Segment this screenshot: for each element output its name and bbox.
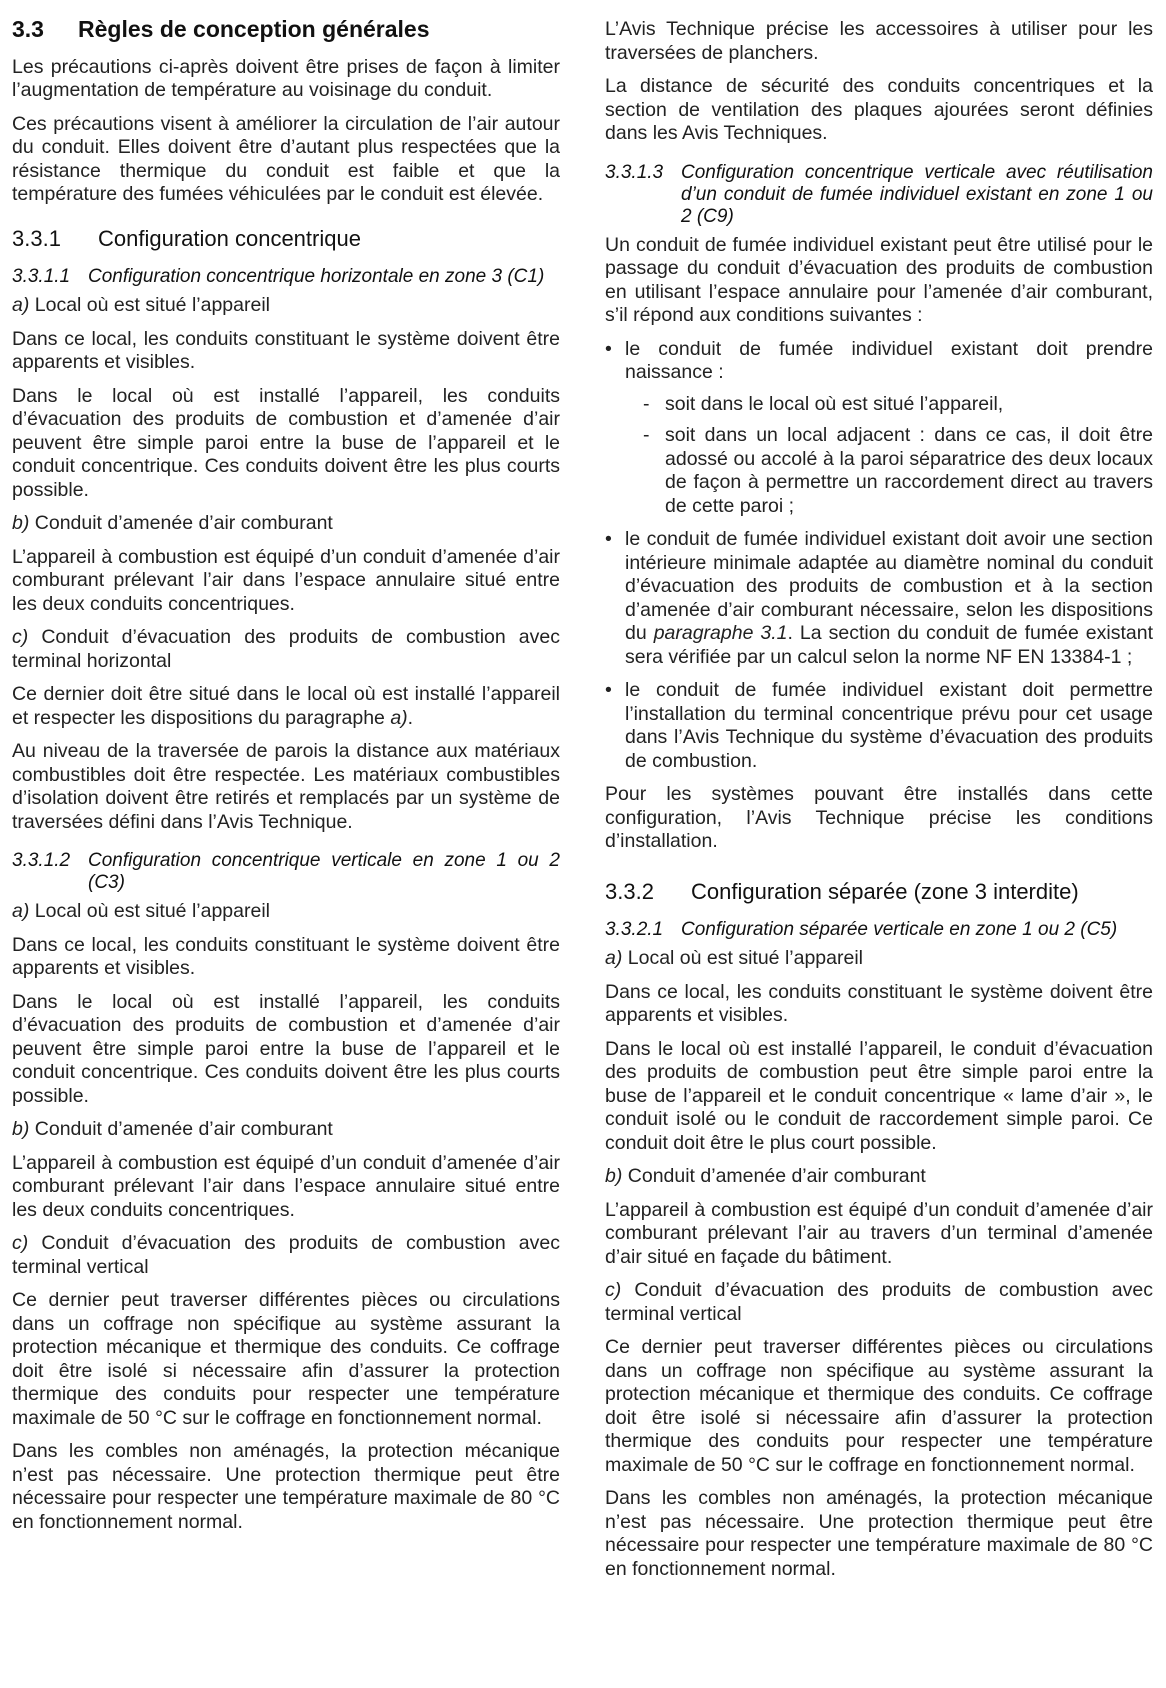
paragraph: Les précautions ci-après doivent être prises de façon à limiter l’augmentation de température au voisinage du conduit. xyxy=(12,55,560,101)
section-heading-3-3-2: 3.3.2 Configuration séparée (zone 3 interdite) xyxy=(605,878,1079,904)
paragraph: Dans le local où est installé l’appareil, le conduit d’évacuation des produits de combustion peut être simple paroi entre la buse de l’appareil et le conduit concentrique « lame d’air », le conduit isolé ou le conduit de raccordement simple paroi. Ce conduit doit être le plus court possible. xyxy=(605,1037,1153,1154)
item-heading-b: b) Conduit d’amenée d’air comburant xyxy=(12,1118,333,1140)
paragraph: La distance de sécurité des conduits concentriques et la section de ventilation des plaques ajourées seront définies dans les Avis Techniques. xyxy=(605,75,1153,144)
item-heading-c: c) Conduit d’évacuation des produits de combustion avec terminal vertical xyxy=(605,1279,1153,1325)
paragraph: Un conduit de fumée individuel existant peut être utilisé pour le passage du conduit d’évacuation des produits de combustion en utilisant l’espace annulaire pour l’amenée d’air comburant, s’il répond aux conditions suivantes : xyxy=(605,233,1153,326)
right-column xyxy=(605,18,1153,1591)
section-heading-3-3: 3.3 Règles de conception générales xyxy=(12,16,430,42)
paragraph: Ce dernier peut traverser différentes pièces ou circulations dans un coffrage non spécifique au système assurant la protection mécanique et thermique des conduits. Ce coffrage doit être isolé si nécessaire afin d’assurer la protection thermique des conduits pour respecter une température maximale de 50 °C sur le coffrage en fonctionnement normal. xyxy=(12,1289,560,1429)
conditions-list xyxy=(605,338,1153,774)
paragraph: L’Avis Technique précise les accessoires à utiliser pour les traversées de planchers. xyxy=(605,18,1153,64)
subsection-heading-3-3-1-2: 3.3.1.2 Configuration concentrique verticale en zone 1 ou 2 (C3) xyxy=(12,850,560,893)
paragraph: Dans le local où est installé l’appareil, les conduits d’évacuation des produits de combustion et d’amenée d’air peuvent être simple paroi entre la buse de l’appareil et le conduit concentrique. Ces conduits doivent être les plus courts possible. xyxy=(12,384,560,501)
left-column xyxy=(12,18,560,1544)
item-heading-a: a) Local où est situé l’appareil xyxy=(12,900,270,922)
paragraph: L’appareil à combustion est équipé d’un conduit d’amenée d’air comburant prélevant l’air dans l’espace annulaire situé entre les deux conduits concentriques. xyxy=(12,1151,560,1221)
paragraph: Pour les systèmes pouvant être installés dans cette configuration, l’Avis Technique précise les conditions d’installation. xyxy=(605,783,1153,852)
paragraph: Au niveau de la traversée de parois la distance aux matériaux combustibles doit être respectée. Les matériaux combustibles d’isolation doivent être retirés et remplacés par un système de traversées défini dans l’Avis Technique. xyxy=(12,740,560,833)
item-heading-b: b) Conduit d’amenée d’air comburant xyxy=(605,1165,926,1187)
subsection-heading-3-3-2-1: 3.3.2.1 Configuration séparée verticale en zone 1 ou 2 (C5) xyxy=(605,919,1118,940)
list-item: • le conduit de fumée individuel existant doit permettre l’installation du terminal concentrique prévu pour cet usage dans l’Avis Technique du système d’évacuation des produits de combustion. xyxy=(605,679,1153,773)
paragraph: Dans les combles non aménagés, la protection mécanique n’est pas nécessaire. Une protection thermique peut être nécessaire pour respecter une température maximale de 80 °C en fonctionnement normal. xyxy=(605,1487,1153,1580)
list-item: • le conduit de fumée individuel existant doit avoir une section intérieure minimale adaptée au diamètre nominal du conduit d’évacuation des produits de combustion et à la section d’amenée d’air comburant nécessaire, selon les dispositions du paragraphe 3.1. La section du conduit de fumée existant sera vérifiée par un calcul selon la norme NF EN 13384-1 ; xyxy=(605,528,1153,669)
paragraph: Dans ce local, les conduits constituant le système doivent être apparents et visibles. xyxy=(605,980,1153,1026)
sub-list-item: - soit dans un local adjacent : dans ce cas, il doit être adossé ou accolé à la paroi séparatrice des deux locaux de façon à permettre un raccordement direct au travers de cette paroi ; xyxy=(625,424,1153,518)
paragraph: L’appareil à combustion est équipé d’un conduit d’amenée d’air comburant prélevant l’air dans l’espace annulaire situé entre les deux conduits concentriques. xyxy=(12,545,560,615)
paragraph: Ce dernier peut traverser différentes pièces ou circulations dans un coffrage non spécifique au système assurant la protection mécanique et thermique des conduits. Ce coffrage doit être isolé si nécessaire afin d’assurer la protection thermique des conduits pour respecter une température maximale de 50 °C sur le coffrage en fonctionnement normal. xyxy=(605,1336,1153,1476)
item-heading-a: a) Local où est situé l’appareil xyxy=(605,947,863,969)
paragraph: Ce dernier doit être situé dans le local où est installé l’appareil et respecter les dispositions du paragraphe a). xyxy=(12,683,560,729)
item-heading-a: a) Local où est situé l’appareil xyxy=(12,294,270,316)
paragraph: Dans les combles non aménagés, la protection mécanique n’est pas nécessaire. Une protection thermique peut être nécessaire pour respecter une température maximale de 80 °C en fonctionnement normal. xyxy=(12,1440,560,1533)
paragraph: Ces précautions visent à améliorer la circulation de l’air autour du conduit. Elles doivent être d’autant plus respectées que la résistance thermique du conduit est faible et que la température des fumées véhiculées par le conduit est élevée. xyxy=(12,112,560,205)
item-heading-b: b) Conduit d’amenée d’air comburant xyxy=(12,512,333,534)
paragraph: L’appareil à combustion est équipé d’un conduit d’amenée d’air comburant prélevant l’air au travers d’un terminal d’amenée d’air situé en façade du bâtiment. xyxy=(605,1198,1153,1268)
subsection-heading-3-3-1-3: 3.3.1.3 Configuration concentrique verticale avec réutilisation d’un conduit de fumée individuel existant en zone 1 ou 2 (C9) xyxy=(605,161,1153,227)
section-heading-3-3-1: 3.3.1 Configuration concentrique xyxy=(12,225,361,251)
item-heading-c: c) Conduit d’évacuation des produits de combustion avec terminal horizontal xyxy=(12,626,560,672)
sub-list-item: - soit dans le local où est situé l’appareil, xyxy=(625,393,1153,417)
sub-list xyxy=(625,393,1153,519)
subsection-heading-3-3-1-1: 3.3.1.1 Configuration concentrique horizontale en zone 3 (C1) xyxy=(12,266,545,287)
paragraph: Dans ce local, les conduits constituant le système doivent être apparents et visibles. xyxy=(12,933,560,979)
item-heading-c: c) Conduit d’évacuation des produits de combustion avec terminal vertical xyxy=(12,1232,560,1278)
list-item: • le conduit de fumée individuel existant doit prendre naissance : - soit dans le local où est situé l’appareil, - soit dans un local adjacent : dans ce cas, il doit être adossé ou accolé à la paroi séparatrice des deux locaux de façon à permettre un raccordement direct au travers de cette paroi ; xyxy=(605,338,1153,519)
paragraph: Dans ce local, les conduits constituant le système doivent être apparents et visibles. xyxy=(12,327,560,373)
paragraph: Dans le local où est installé l’appareil, les conduits d’évacuation des produits de combustion et d’amenée d’air peuvent être simple paroi entre la buse de l’appareil et le conduit concentrique. Ces conduits doivent être les plus courts possible. xyxy=(12,990,560,1107)
